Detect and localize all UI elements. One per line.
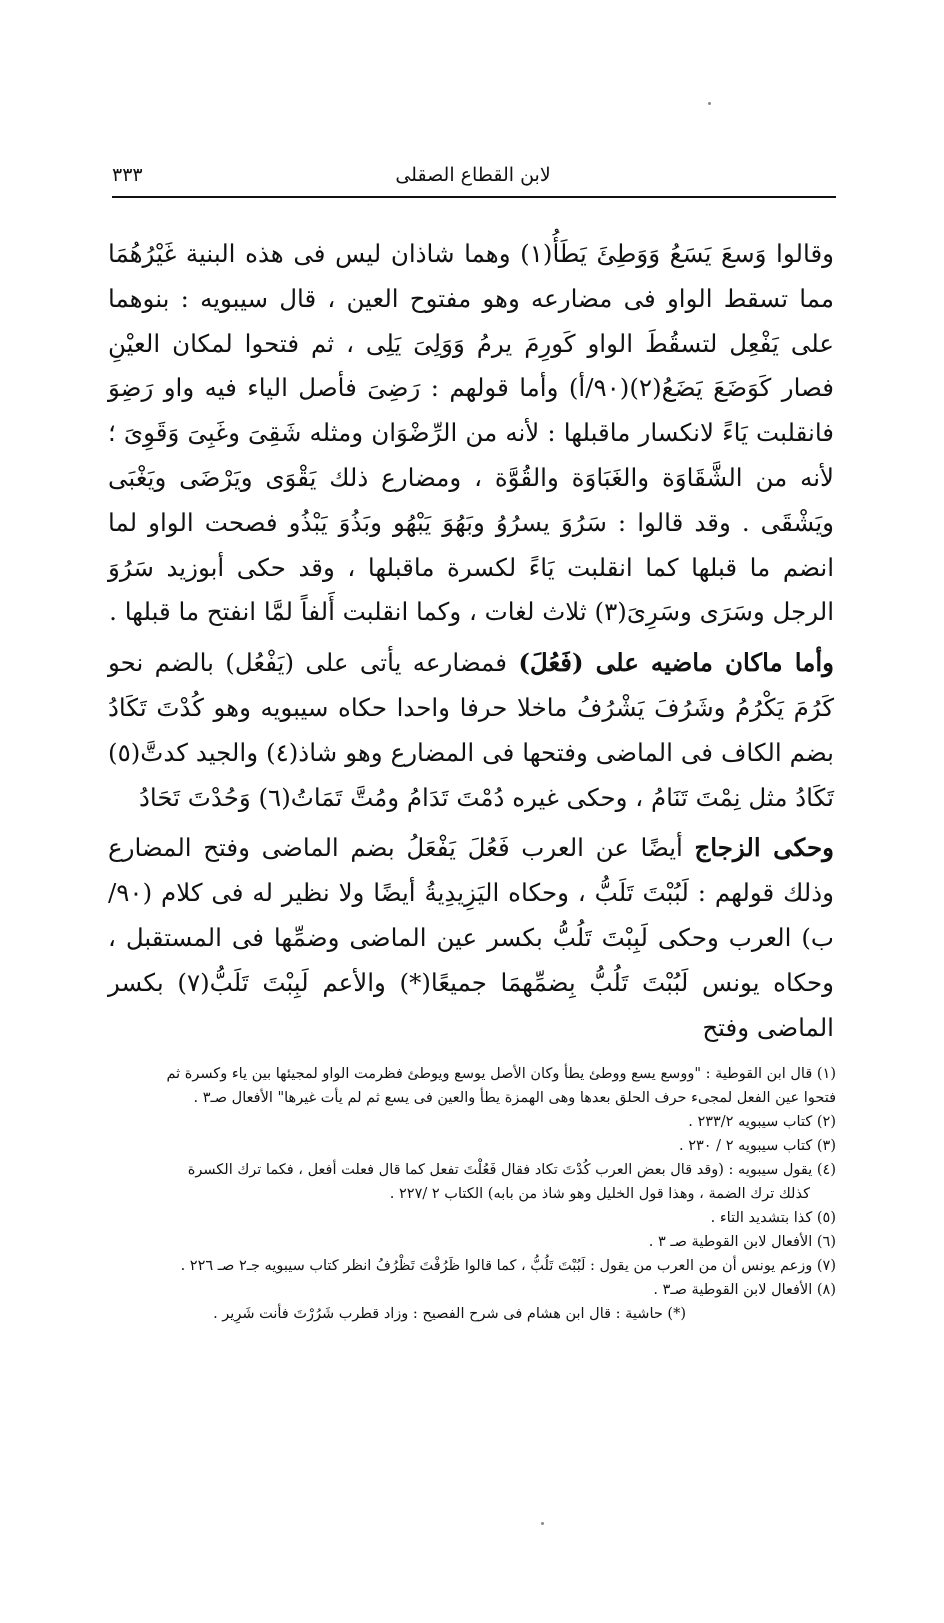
paragraph-3-text: أيضًا عن العرب فَعُلَ يَفْعَلُ بضم الماضى وفتح المضارع وذلك قولهم : لَبُبْتَ تَلَبُّ ، وحكاه اليَزِيدِيةُ أيضًا ولا نظير له فى كلام (٩٠/ب) العرب وحكى لَبِبْتَ تَلُبُّ بكسر عين الماضى وضمِّها فى المستقبل ، وحكاه يونس لَبُبْتَ تَلُبُّ بِضمِّهمَا جميعًا(*) والأعم لَبِبْتَ تَلَبُّ(٧) بكسر الماضى وفتح <box>108 833 834 1042</box>
footnote-7: (٧) وزعم يونس أن من العرب من يقول : لَبُبْتَ تَلُبُّ ، كما قالوا ظَرُفْتَ تَظْرُفُ انظر كتاب سيبويه جـ٢ صـ ٢٢٦ . <box>180 1258 836 1274</box>
paragraph-2 <box>108 641 834 820</box>
header-rule <box>112 196 836 198</box>
footnote-6: (٦) الأفعال لابن القوطية صـ ٣ . <box>648 1234 836 1250</box>
footnote-4: (٤) يقول سيبويه : (وقد قال بعض العرب كُدْتَ تكاد فقال فَعُلْتَ تفعل كما قال فعلت أفعل ، فكما ترك الكسرة <box>187 1162 836 1178</box>
paragraph-3 <box>108 826 834 1050</box>
page-number: ٣٣٣ <box>112 164 143 186</box>
page-header <box>112 160 834 194</box>
footnote-star: (*) حاشية : قال ابن هشام فى شرح الفصيح : وزاد قطرب شَرُرْتَ فأنت شَرِير . <box>213 1306 686 1322</box>
footnote-4-cont: كذلك ترك الضمة ، وهذا قول الخليل وهو شاذ من بابه) الكتاب ٢ /٢٢٧ . <box>389 1186 810 1202</box>
footnote-1: (١) قال ابن القوطية : "ووسع يسع ووطئ يطأ وكان الأصل يوسع ويوطئ فظرمت الواو لمجيئها بين ياء وكسرة ثم <box>166 1066 836 1082</box>
scan-speck <box>541 1522 544 1525</box>
main-text <box>108 232 834 1056</box>
running-title: لابن القطاع الصقلى <box>395 164 551 186</box>
footnote-5: (٥) كذا بتشديد التاء . <box>710 1210 836 1226</box>
footnote-8: (٨) الأفعال لابن القوطية صـ٣ . <box>653 1282 836 1298</box>
footnotes <box>110 1062 836 1326</box>
paragraph-3-lead: وحكى الزجاج <box>694 833 834 863</box>
footnote-3: (٣) كتاب سيبويه ٢ / ٢٣٠ . <box>678 1138 836 1154</box>
paragraph-1: وقالوا وَسعَ يَسَعُ وَوَطِئَ يَطَأُ(١) وهما شاذان ليس فى هذه البنية غَيْرُهُمَا مما تسقط الواو فى مضارعه وهو مفتوح العين ، قال سيبويه : بنوهما على يَفْعِل لتسقُطَ الواو كَورِمَ يرمُ وَوَلِىَ يَلِى ، ثم فتحوا لمكان العيْنِ فصار كَوَضَعَ يَضَعُ(٢)(٩٠/أ) وأما قولهم : رَضِىَ فأصل الياء فيه واو رَضِوَ فانقلبت يَاءً لانكسار ماقبلها : لأنه من الرِّضْوَان ومثله شَقِىَ وغَبِىَ وَقَوِىَ ؛ لأنه من الشَّقَاوَة والغَبَاوَة والقُوَّة ، ومضارع ذلك يَقْوَى ويَرْضَى ويَغْبَى ويَشْقَى . وقد قالوا : سَرُوَ يسرُوُ وبَهُوَ يَبْهُو وبَذُوَ يَبْذُو فصحت الواو لما انضم ما قبلها كما انقلبت يَاءً لكسرة ماقبلها ، وقد حكى أبوزيد سَرُوَ الرجل وسَرَى وسَرِىَ(٣) ثلاث لغات ، وكما انقلبت أَلفاً لمَّا انفتح ما قبلها . <box>108 239 834 627</box>
footnote-1-cont: فتحوا عين الفعل لمجىء حرف الحلق بعدها وهى الهمزة يطأ والعين فى يسع ثم لم يأت غيرها" الأفعال صـ٣ . <box>193 1090 836 1106</box>
paragraph-2-text: فمضارعه يأتى على (يَفْعُل) بالضم نحو كَرُمَ يَكْرُمُ وشَرُفَ يَشْرُفُ ماخلا حرفا واحدا حكاه سيبويه وهو كُدْتَ تَكَادُ بضم الكاف فى الماضى وفتحها فى المضارع وهو شاذ(٤) والجيد كدتَّ(٥) تَكَادُ مثل نِمْتَ تَنَامُ ، وحكى غيره دُمْتَ تَدَامُ ومُتَّ تَمَاتُ(٦) وَحُدْتَ تَحَادُ <box>108 648 835 812</box>
footnote-2: (٢) كتاب سيبويه ٢٣٣/٢ . <box>688 1114 836 1130</box>
paragraph-2-lead: وأما ماكان ماضيه على (فَعُلَ) <box>518 648 834 678</box>
scan-speck <box>708 102 711 105</box>
